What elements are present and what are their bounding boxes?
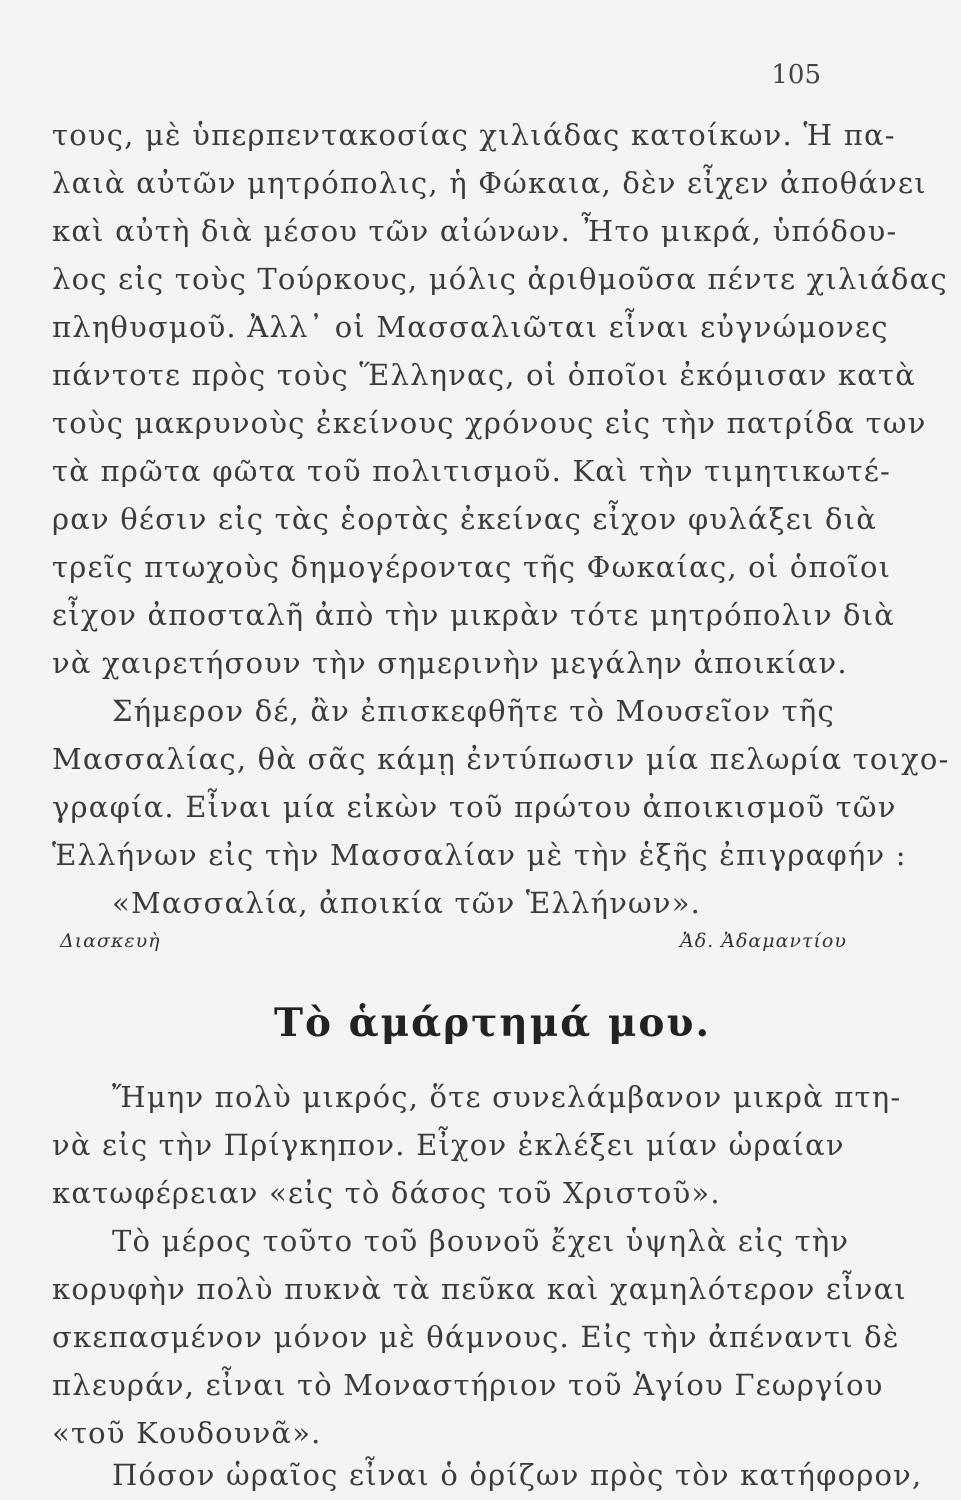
text-line: πλευράν, εἶναι τὸ Μοναστήριον τοῦ Ἁγίου Γεωργίου	[52, 1368, 884, 1402]
text-line: λος εἰς τοὺς Τούρκους, μόλις ἀριθμοῦσα πέντε χιλιάδας	[52, 262, 948, 296]
text-line: Ἤμην πολὺ μικρός, ὅτε συνελάμβανον μικρὰ πτη-	[112, 1080, 902, 1114]
text-line: πληθυσμοῦ. Ἀλλ᾽ οἱ Μασσαλιῶται εἶναι εὐγνώμονες	[52, 310, 889, 344]
page-number: 105	[771, 60, 821, 90]
text-line: κορυφὴν πολὺ πυκνὰ τὰ πεῦκα καὶ χαμηλότερον εἶναι	[52, 1272, 907, 1306]
signature-author: Ἀδ. Ἀδαμαντίου	[680, 930, 847, 952]
signature-adaptation: Διασκευὴ	[60, 930, 161, 952]
section-title: Τὸ ἁμάρτημά μου.	[274, 1000, 712, 1046]
text-line: τους, μὲ ὑπερπεντακοσίας χιλιάδας κατοίκων. Ἡ πα-	[52, 118, 896, 152]
text-line: Πόσον ὡραῖος εἶναι ὁ ὁρίζων πρὸς τὸν κατήφορον,	[112, 1458, 923, 1492]
text-line: γραφία. Εἶναι μία εἰκὼν τοῦ πρώτου ἀποικισμοῦ τῶν	[52, 790, 897, 824]
text-line: πάντοτε πρὸς τοὺς Ἕλληνας, οἱ ὁποῖοι ἐκόμισαν κατὰ	[52, 358, 917, 392]
text-line: εἶχον ἀποσταλῆ ἀπὸ τὴν μικρὰν τότε μητρόπολιν διὰ	[52, 598, 896, 632]
text-line: καὶ αὐτὴ διὰ μέσου τῶν αἰώνων. Ἦτο μικρά, ὑπόδου-	[52, 214, 898, 248]
text-line: νὰ εἰς τὴν Πρίγκηπον. Εἶχον ἐκλέξει μίαν ὡραίαν	[52, 1128, 845, 1162]
text-line: νὰ χαιρετήσουν τὴν σημερινὴν μεγάλην ἀποικίαν.	[52, 646, 848, 680]
text-line: τὰ πρῶτα φῶτα τοῦ πολιτισμοῦ. Καὶ τὴν τιμητικωτέ-	[52, 454, 892, 488]
text-line: σκεπασμένον μόνον μὲ θάμνους. Εἰς τὴν ἀπέναντι δὲ	[52, 1320, 900, 1354]
text-line: «τοῦ Κουδουνᾶ».	[52, 1416, 322, 1450]
text-line: Ἑλλήνων εἰς τὴν Μασσαλίαν μὲ τὴν ἑξῆς ἐπιγραφήν :	[52, 838, 907, 872]
text-line: Μασσαλίας, θὰ σᾶς κάμῃ ἐντύπωσιν μία πελωρία τοιχο-	[52, 742, 950, 776]
text-line: «Μασσαλία, ἀποικία τῶν Ἑλλήνων».	[112, 886, 702, 920]
text-line: λαιὰ αὐτῶν μητρόπολις, ἡ Φώκαια, δὲν εἶχεν ἀποθάνει	[52, 166, 927, 200]
text-line: τοὺς μακρυνοὺς ἐκείνους χρόνους εἰς τὴν πατρίδα των	[52, 406, 927, 440]
text-line: ραν θέσιν εἰς τὰς ἑορτὰς ἐκείνας εἶχον φυλάξει διὰ	[52, 502, 878, 536]
text-line: τρεῖς πτωχοὺς δημογέροντας τῆς Φωκαίας, οἱ ὁποῖοι	[52, 550, 892, 584]
text-line: κατωφέρειαν «εἰς τὸ δάσος τοῦ Χριστοῦ».	[52, 1176, 721, 1210]
text-line: Τὸ μέρος τοῦτο τοῦ βουνοῦ ἔχει ὑψηλὰ εἰς τὴν	[112, 1224, 850, 1258]
text-line: Σήμερον δέ, ἂν ἐπισκεφθῆτε τὸ Μουσεῖον τῆς	[112, 694, 835, 728]
